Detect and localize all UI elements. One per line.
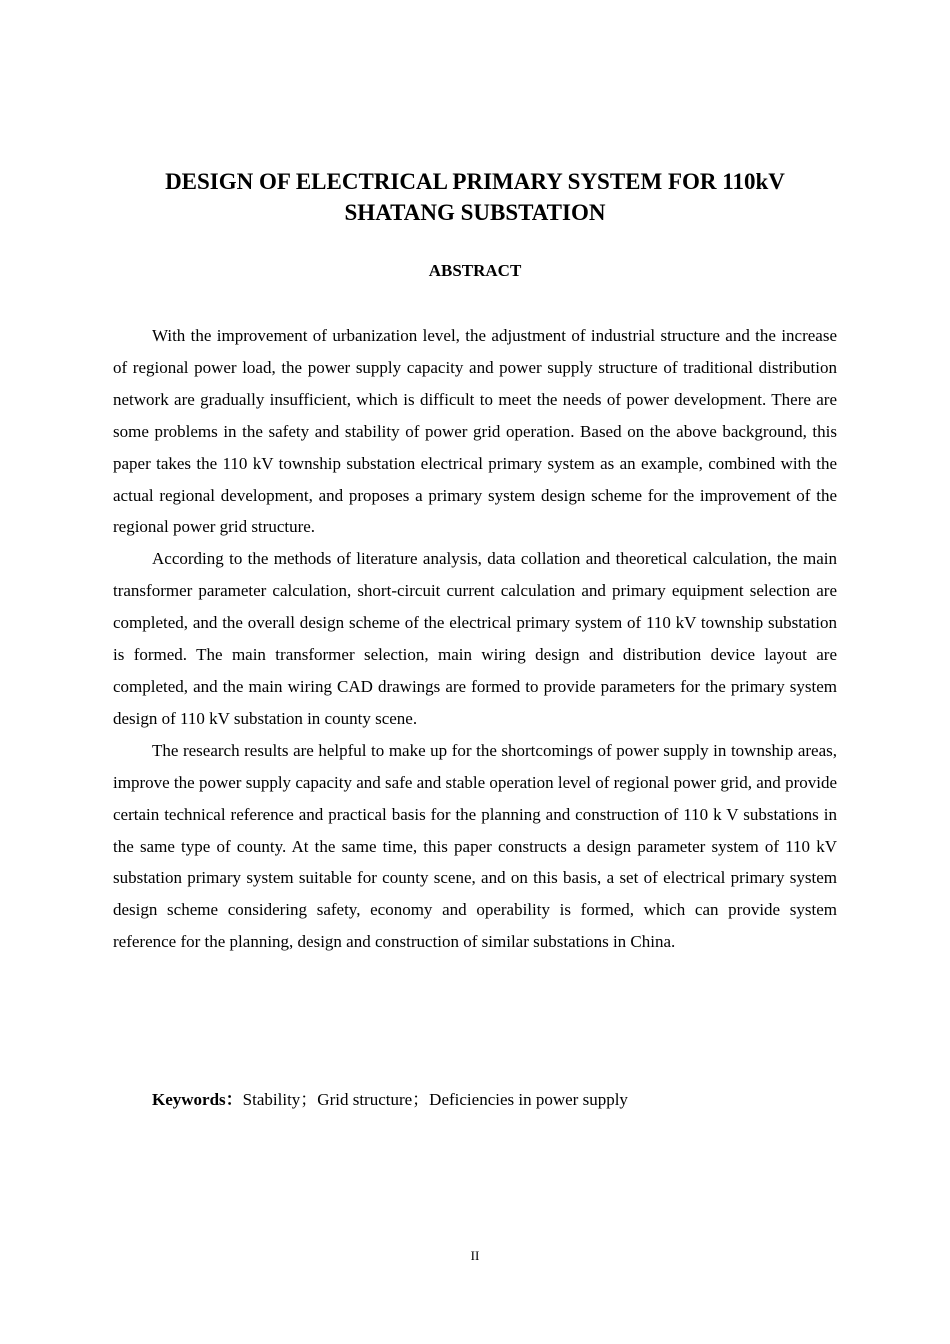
keywords-line (152, 1088, 628, 1112)
title-line-2: SHATANG SUBSTATION (344, 200, 606, 225)
keywords-values: Stability；Grid structure；Deficiencies in power supply (242, 1090, 628, 1109)
document-title (60, 166, 890, 228)
abstract-body (113, 320, 837, 958)
abstract-paragraph-3: The research results are helpful to make up for the shortcomings of power supply in township areas, improve the power supply capacity and safe and stable operation level of regional power grid, and provide certain technical reference and practical basis for the planning and construction of 110 k V substations in the same type of county. At the same time, this paper constructs a design parameter system of 110 kV substation primary system suitable for county scene, and on this basis, a set of electrical primary system design scheme considering safety, economy and operability is formed, which can provide system reference for the planning, design and construction of similar substations in China. (113, 740, 837, 952)
abstract-paragraph-1: With the improvement of urbanization level, the adjustment of industrial structure and the increase of regional power load, the power supply capacity and power supply structure of traditional distribution network are gradually insufficient, which is difficult to meet the needs of power development. There are some problems in the safety and stability of power grid operation. Based on the above background, this paper takes the 110 kV township substation electrical primary system as an example, combined with the actual regional development, and proposes a primary system design scheme for the improvement of the regional power grid structure. (113, 326, 837, 537)
title-line-1: DESIGN OF ELECTRICAL PRIMARY SYSTEM FOR 110kV (165, 169, 785, 194)
page-number: II (470, 1248, 480, 1263)
abstract-heading: ABSTRACT (428, 261, 522, 280)
abstract-paragraph-2: According to the methods of literature analysis, data collation and theoretical calculation, the main transformer parameter calculation, short-circuit current calculation and primary equipment selection are completed, and the overall design scheme of the electrical primary system of 110 kV township substation is formed. The main transformer selection, main wiring design and distribution device layout are completed, and the main wiring CAD drawings are formed to provide parameters for the primary system design of 110 kV substation in county scene. (113, 549, 837, 728)
keywords-label: Keywords： (152, 1090, 243, 1109)
